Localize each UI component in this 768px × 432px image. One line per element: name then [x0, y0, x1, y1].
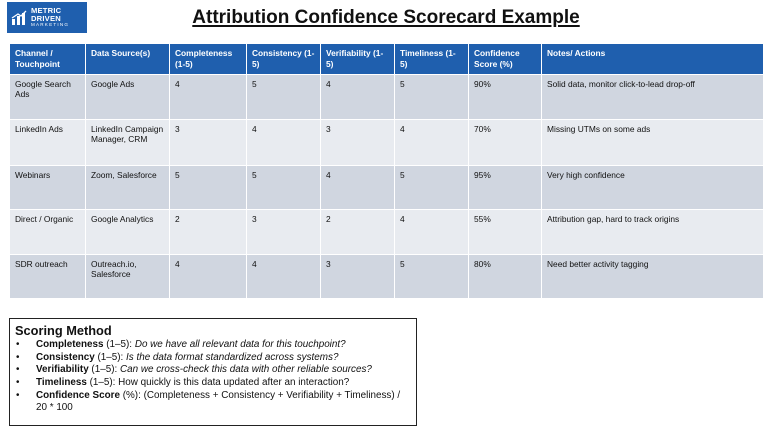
table-cell: LinkedIn Campaign Manager, CRM: [86, 119, 170, 165]
scoring-description: Can we cross-check this data with other reliable sources?: [119, 364, 372, 376]
table-row: [10, 165, 764, 209]
table-row: [10, 254, 764, 298]
table-cell: 4: [170, 74, 247, 119]
table-cell: LinkedIn Ads: [10, 119, 86, 165]
table-cell: 3: [321, 119, 395, 165]
table-cell: Webinars: [10, 165, 86, 209]
scoring-description: Do we have all relevant data for this touchpoint?: [134, 339, 346, 350]
scoring-method-box: [9, 318, 417, 426]
table-cell: Google Search Ads: [10, 74, 86, 119]
table-cell: 4: [321, 165, 395, 209]
table-cell: Google Analytics: [86, 209, 170, 254]
logo-wordmark: [31, 7, 69, 28]
scoring-method-text: [36, 377, 349, 390]
table-cell: Direct / Organic: [10, 209, 86, 254]
bullet-icon: •: [16, 377, 20, 389]
table-cell: 55%: [469, 209, 542, 254]
scoring-method-text: [36, 390, 410, 415]
table-cell: 4: [247, 119, 321, 165]
scoring-method-item: [15, 339, 410, 352]
table-cell: 3: [321, 254, 395, 298]
table-cell: Google Ads: [86, 74, 170, 119]
scoring-range: (1–5):: [94, 351, 127, 363]
bullet-icon: •: [16, 389, 20, 401]
bar-chart-logo-icon: [11, 10, 27, 26]
table-cell: 70%: [469, 119, 542, 165]
company-logo: [7, 2, 87, 33]
header-row: [10, 44, 764, 75]
scoring-method-item: [15, 352, 410, 365]
table-cell: 3: [170, 119, 247, 165]
column-header: Timeliness (1-5): [395, 44, 469, 75]
scoring-range: (%):: [119, 389, 144, 401]
column-header: Data Source(s): [86, 44, 170, 75]
table-cell: 5: [247, 165, 321, 209]
page-title: Attribution Confidence Scorecard Example: [192, 7, 580, 28]
scoring-method-text: [36, 364, 372, 377]
table-cell: 4: [321, 74, 395, 119]
scoring-term: Consistency: [36, 351, 95, 363]
table-cell: 5: [395, 254, 469, 298]
bullet-icon: •: [16, 364, 20, 376]
table-cell: 2: [170, 209, 247, 254]
column-header: Verifiability (1-5): [321, 44, 395, 75]
scoring-range: (1–5):: [88, 364, 120, 376]
column-header: Channel / Touchpoint: [10, 44, 86, 75]
table-cell: Very high confidence: [542, 165, 764, 209]
table-cell: SDR outreach: [10, 254, 86, 298]
scoring-term: Confidence Score: [36, 389, 120, 401]
scoring-description: How quickly is this data updated after an interaction?: [118, 377, 350, 389]
table-body: [10, 74, 764, 298]
column-header: Consistency (1-5): [247, 44, 321, 75]
logo-line-3: MARKETING: [31, 22, 70, 28]
scoring-method-text: [36, 352, 338, 365]
bullet-icon: •: [16, 351, 20, 363]
scoring-term: Completeness: [36, 339, 104, 350]
table-cell: Zoom, Salesforce: [86, 165, 170, 209]
table-row: [10, 119, 764, 165]
scoring-method-item: [15, 377, 410, 390]
table-row: [10, 74, 764, 119]
scoring-method-text: [36, 339, 346, 352]
table-cell: 5: [170, 165, 247, 209]
table-cell: 2: [321, 209, 395, 254]
table-cell: Outreach.io, Salesforce: [86, 254, 170, 298]
table-cell: 5: [395, 165, 469, 209]
column-header: Completeness (1-5): [170, 44, 247, 75]
scoring-method-item: [15, 364, 410, 377]
logo-line-2: DRIVEN: [31, 13, 61, 23]
scoring-method-list: [15, 339, 410, 415]
scoring-range: (1–5):: [103, 339, 135, 350]
scoring-method-item: [15, 390, 410, 415]
table-cell: 3: [247, 209, 321, 254]
bullet-icon: •: [16, 339, 20, 350]
scoring-description: Is the data format standardized across systems?: [126, 351, 339, 363]
table-row: [10, 209, 764, 254]
table-cell: 4: [395, 209, 469, 254]
scoring-term: Verifiability: [36, 364, 89, 376]
table-cell: Need better activity tagging: [542, 254, 764, 298]
column-header: Confidence Score (%): [469, 44, 542, 75]
table-cell: 90%: [469, 74, 542, 119]
scoring-term: Timeliness: [36, 377, 87, 389]
table-cell: 4: [247, 254, 321, 298]
scoring-range: (1–5):: [86, 377, 119, 389]
table-cell: 95%: [469, 165, 542, 209]
table-cell: Attribution gap, hard to track origins: [542, 209, 764, 254]
table-cell: Solid data, monitor click-to-lead drop-off: [542, 74, 764, 119]
table-cell: 5: [395, 74, 469, 119]
logo-line-1: METRIC: [31, 6, 62, 16]
table-cell: 4: [395, 119, 469, 165]
scorecard-table: [9, 43, 764, 299]
table-cell: 4: [170, 254, 247, 298]
table-header: [10, 44, 764, 75]
scoring-method-title: Scoring Method: [15, 323, 112, 338]
table-cell: 80%: [469, 254, 542, 298]
column-header: Notes/ Actions: [542, 44, 764, 75]
scoring-description: (Completeness + Consistency + Verifiability + Timeliness) / 20 * 100: [36, 389, 401, 414]
table-cell: Missing UTMs on some ads: [542, 119, 764, 165]
table-cell: 5: [247, 74, 321, 119]
